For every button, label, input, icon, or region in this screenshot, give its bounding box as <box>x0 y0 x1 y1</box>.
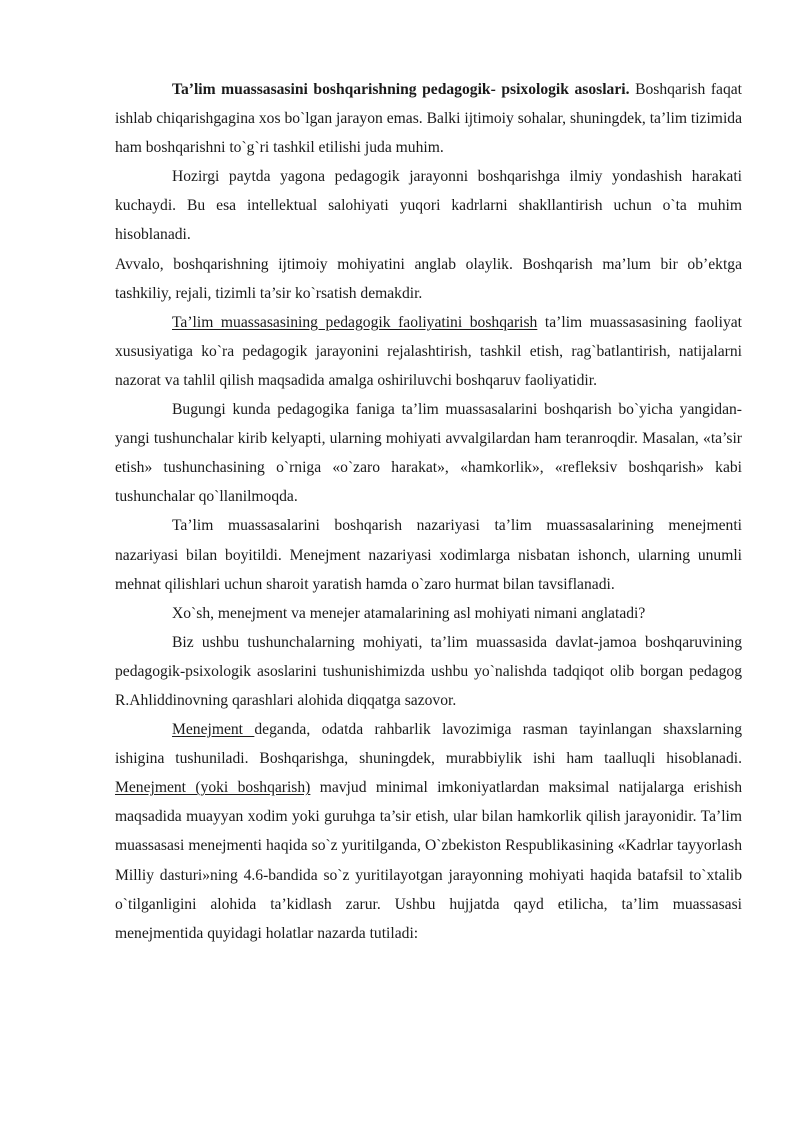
paragraph-4 <box>115 308 742 395</box>
term-menejment: Menejment <box>172 721 255 739</box>
document-page <box>115 75 742 948</box>
definition-term: Ta’lim muassasasining pedagogik faoliyatini boshqarish <box>172 313 538 331</box>
paragraph-9 <box>115 715 742 948</box>
paragraph-6: Ta’lim muassasalarini boshqarish nazariyasi ta’lim muassasalarining menejmenti nazariyasi bilan boyitildi. Menejment nazariyasi xodimlarga nisbatan ishonch, ularning unumli mehnat qilishlari uchun sharoit yaratish hamda o`zaro hurmat bilan tavsiflanadi. <box>115 517 742 593</box>
paragraph-1 <box>115 75 742 162</box>
paragraph-3: Avvalo, boshqarishning ijtimoiy mohiyatini anglab olaylik. Boshqarish ma’lum bir ob’ektga tashkiliy, rejali, tizimli ta’sir ko`rsatish demakdir. <box>115 255 742 302</box>
section-heading: Ta’lim muassasasini boshqarishning pedagogik- psixologik asoslari. <box>172 81 630 98</box>
paragraph-9-text-b: mavjud minimal imkoniyatlardan maksimal natijalarga erishish maqsadida muayyan xodim yoki guruhga ta’sir etish, ular bilan hamkorlik qilish jarayonidir. Ta’lim muassasasi menejmenti haqida so`z yuritilganda, O`zbekiston Respublikasining «Kadrlar tayyorlash Milliy dasturi»ning 4.6-bandida so`z yuritilayotgan jarayonning mohiyati haqida batafsil to`xtalib o`tilganligini alohida ta’kidlash zarur. Ushbu hujjatda qayd etilicha, ta’lim muassasasi menejmentida quyidagi holatlar nazarda tutiladi: <box>115 779 742 942</box>
paragraph-5: Bugungi kunda pedagogika faniga ta’lim muassasalarini boshqarish bo`yicha yangidan-yangi tushunchalar kirib kelyapti, ularning mohiyati avvalgilardan ham teranroqdir. Masalan, «ta’sir etish» tushunchasining o`rniga «o`zaro harakat», «hamkorlik», «refleksiv boshqarish» kabi tushunchalar qo`llanilmoqda. <box>115 401 742 506</box>
paragraph-8: Biz ushbu tushunchalarning mohiyati, ta’lim muassasida davlat-jamoa boshqaruvining pedagogik-psixologik asoslarini tushunishimizda ushbu yo`nalishda tadqiqot olib borgan pedagog R.Ahliddinovning qarashlari alohida diqqatga sazovor. <box>115 633 742 709</box>
paragraph-1-text: Boshqarish faqat ishlab chiqarishgagina xos bo`lgan jarayon emas. Balki ijtimoiy sohalar, shuningdek, ta’lim tizimida ham boshqarishni to`g`ri tashkil etilishi juda muhim. <box>115 81 742 157</box>
paragraph-4-text: ta’lim muassasasining faoliyat xususiyatiga ko`ra pedagogik jarayonini rejalashtirish, tashkil etish, rag`batlantirish, natijalarni nazorat va tahlil qilish maqsadida amalga oshiriluvchi boshqaruv faoliyatidir. <box>115 313 742 389</box>
paragraph-9-text-a: deganda, odatda rahbarlik lavozimiga rasman tayinlangan shaxslarning ishigina tushuniladi. Boshqarishga, shuningdek, murabbiylik ishi ham taalluqli hisoblanadi. <box>115 721 743 768</box>
paragraph-2: Hozirgi paytda yagona pedagogik jarayonni boshqarishga ilmiy yondashish harakati kuchaydi. Bu esa intellektual salohiyati yuqori kadrlarni shakllantirish uchun o`ta muhim hisoblanadi. <box>115 168 742 244</box>
paragraph-7: Xo`sh, menejment va menejer atamalarining asl mohiyati nimani anglatadi? <box>172 604 646 622</box>
term-menejment-boshqarish: Menejment (yoki boshqarish) <box>115 779 311 797</box>
